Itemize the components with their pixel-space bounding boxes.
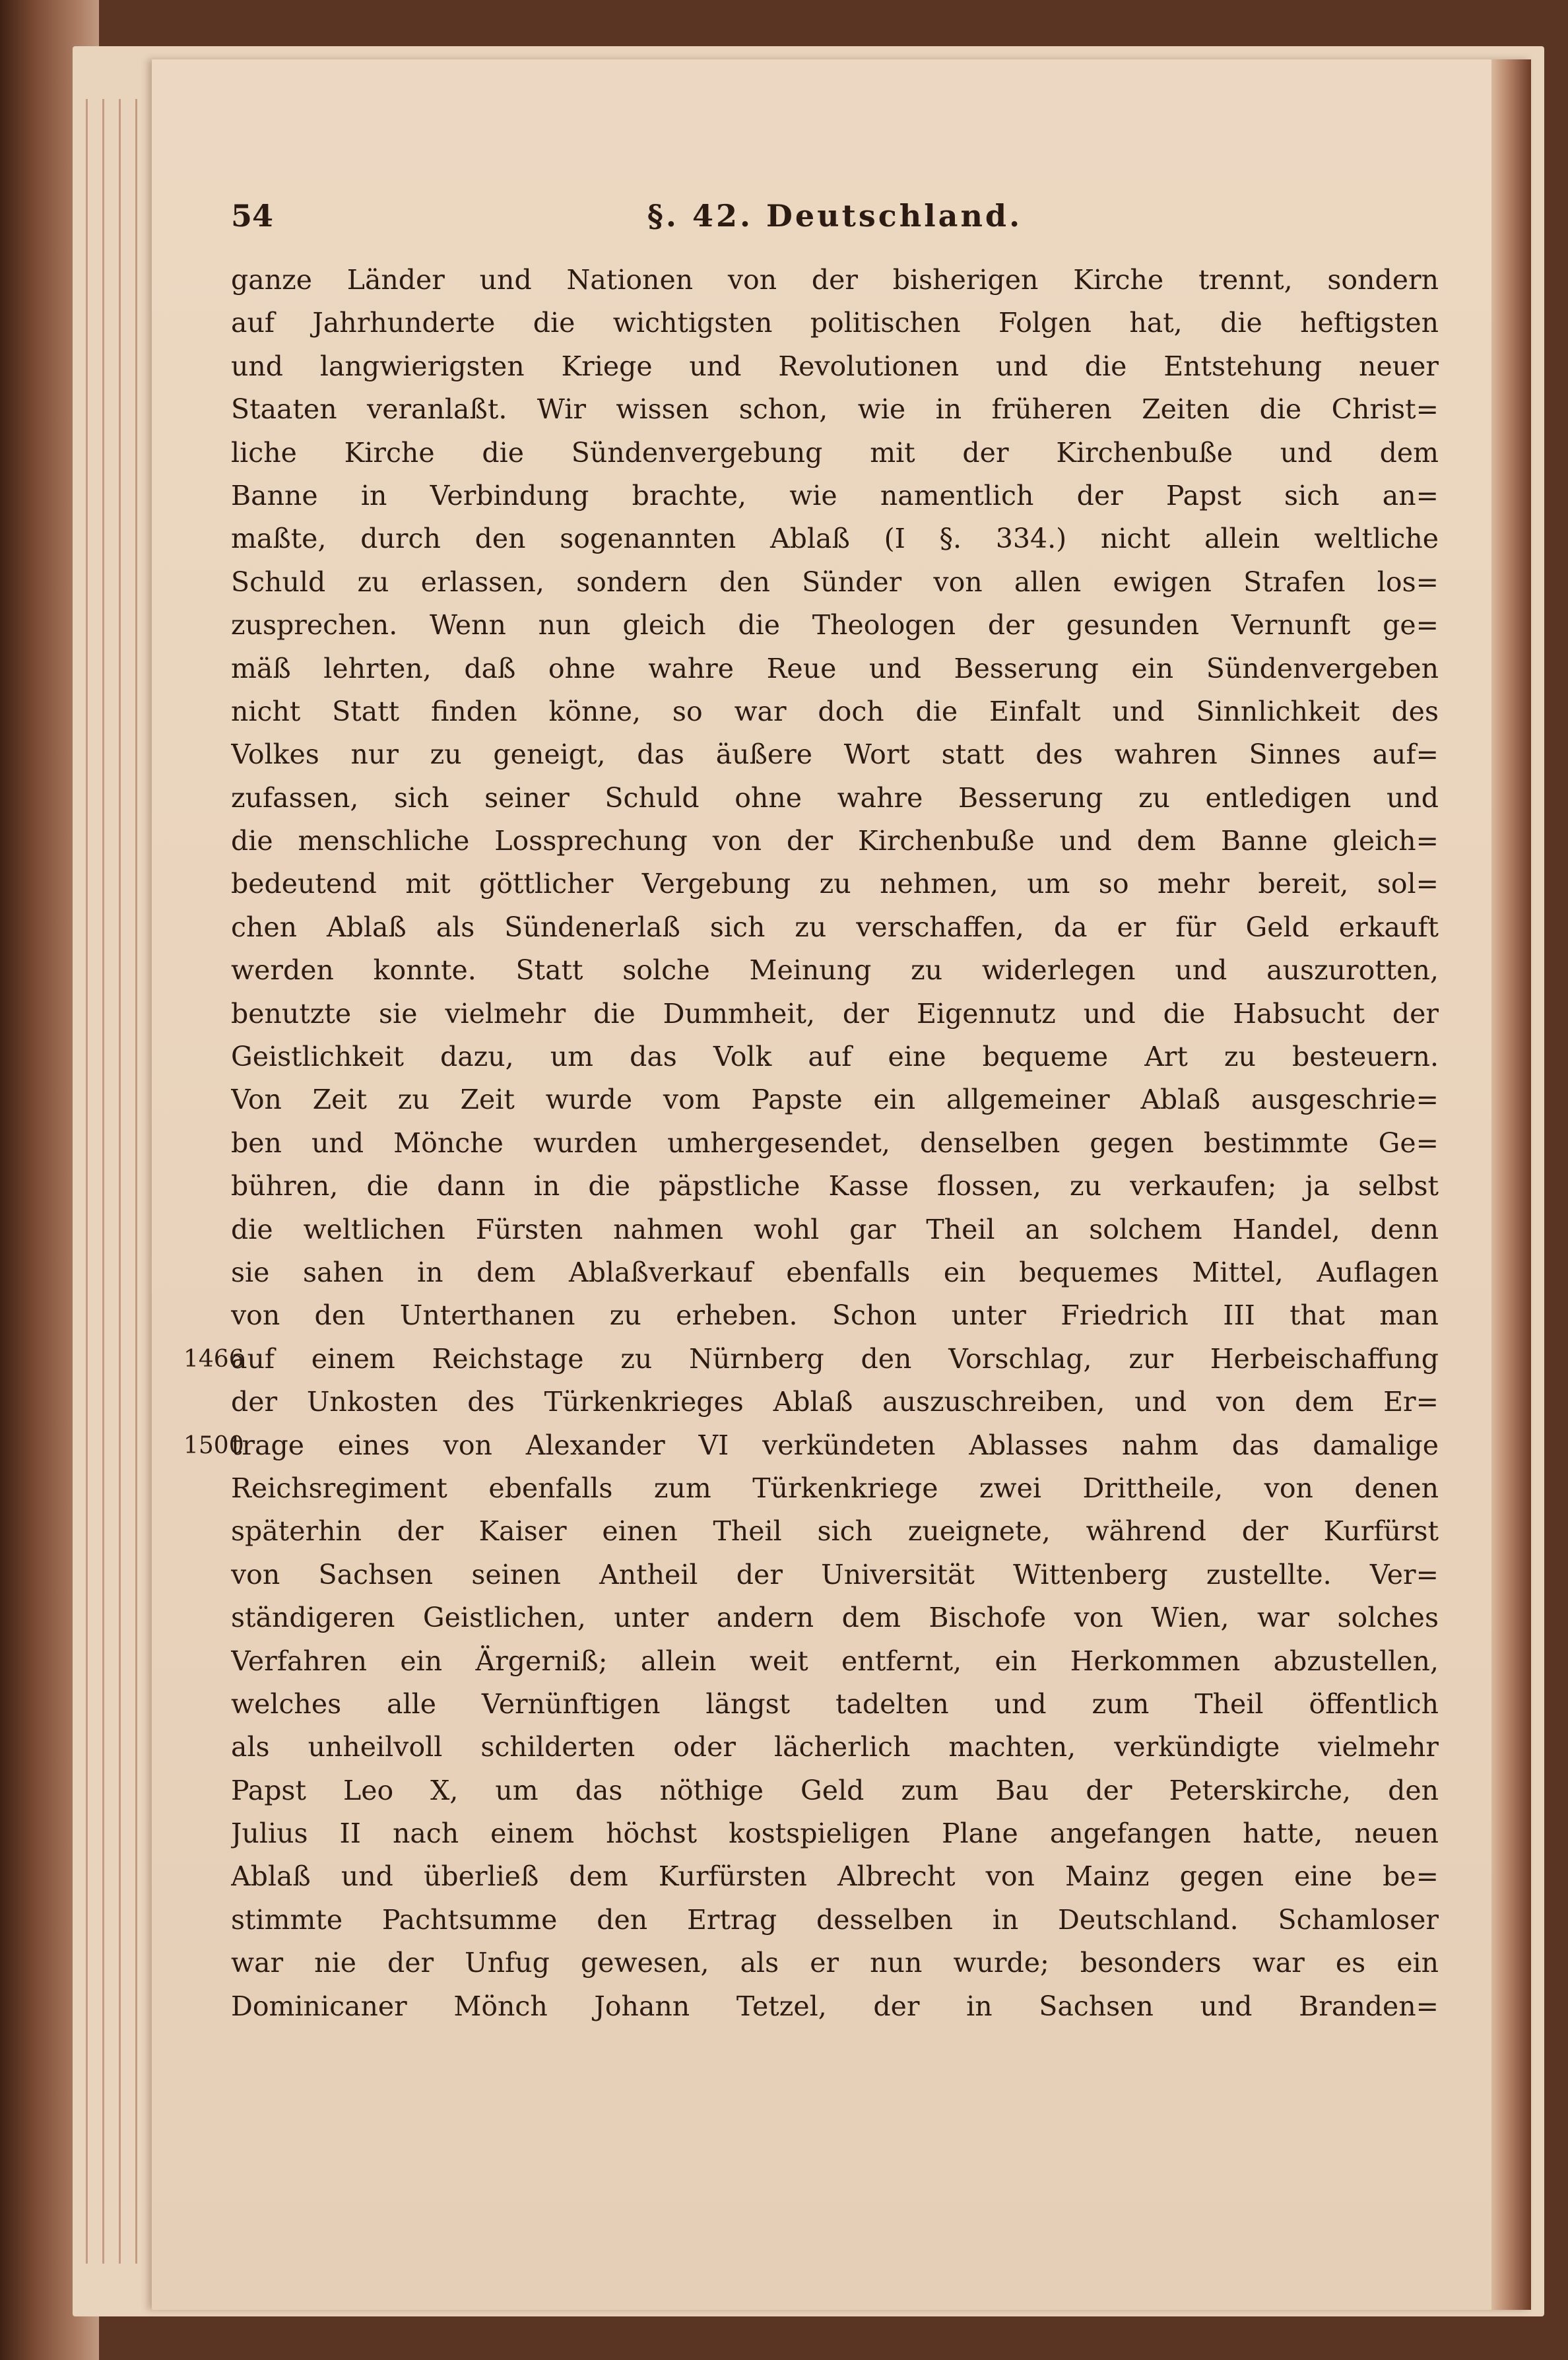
text-line: nicht Statt finden könne, so war doch die Einfalt und Sinnlichkeit des <box>231 695 1439 727</box>
text-line: von Sachsen seinen Antheil der Universität Wittenberg zustellte. Ver= <box>231 1558 1439 1590</box>
text-line: Julius II nach einem höchst kostspieligen Plane angefangen hatte, neuen <box>231 1818 1439 1850</box>
body-text <box>183 259 1439 2028</box>
page-header <box>231 193 1439 239</box>
text-line: von den Unterthanen zu erheben. Schon unter Friedrich III that man <box>231 1299 1439 1332</box>
page-edge-line <box>102 99 104 2264</box>
text-line: späterhin der Kaiser einen Theil sich zueignete, während der Kurfürst <box>231 1515 1439 1548</box>
margin-year-note: 1466 <box>183 1346 244 1373</box>
text-line: stimmte Pachtsumme den Ertrag desselben in Deutschland. Schamloser <box>231 1903 1439 1936</box>
text-line: Von Zeit zu Zeit wurde vom Papste ein allgemeiner Ablaß ausgeschrie= <box>231 1084 1439 1116</box>
text-line: die weltlichen Fürsten nahmen wohl gar Theil an solchem Handel, denn <box>231 1213 1439 1245</box>
text-line: zusprechen. Wenn nun gleich die Theologen der gesunden Vernunft ge= <box>231 609 1439 641</box>
text-line: mäß lehrten, daß ohne wahre Reue und Besserung ein Sündenvergeben <box>231 652 1439 684</box>
text-line: Volkes nur zu geneigt, das äußere Wort statt des wahren Sinnes auf= <box>231 738 1439 771</box>
text-line: die menschliche Lossprechung von der Kirchenbuße und dem Banne gleich= <box>231 825 1439 857</box>
text-line: und langwierigsten Kriege und Revolutionen und die Entstehung neuer <box>231 350 1439 382</box>
text-line: maßte, durch den sogenannten Ablaß (I §. 334.) nicht allein weltliche <box>231 523 1439 555</box>
text-line: ben und Mönche wurden umhergesendet, denselben gegen bestimmte Ge= <box>231 1127 1439 1159</box>
text-line: bühren, die dann in die päpstliche Kasse flossen, zu verkaufen; ja selbst <box>231 1170 1439 1202</box>
text-line: Schuld zu erlassen, sondern den Sünder von allen ewigen Strafen los= <box>231 566 1439 598</box>
text-line: ständigeren Geistlichen, unter andern dem Bischofe von Wien, war solches <box>231 1602 1439 1634</box>
text-line: trage eines von Alexander VI verkündeten Ablasses nahm das damalige <box>231 1429 1439 1461</box>
text-line: Papst Leo X, um das nöthige Geld zum Bau der Peterskirche, den <box>231 1774 1439 1806</box>
text-line: ganze Länder und Nationen von der bisherigen Kirche trennt, sondern <box>231 264 1439 296</box>
text-line: Geistlichkeit dazu, um das Volk auf eine bequeme Art zu besteuern. <box>231 1041 1439 1073</box>
text-line: Staaten veranlaßt. Wir wissen schon, wie in früheren Zeiten die Christ= <box>231 393 1439 426</box>
page-number: 54 <box>231 198 274 234</box>
text-line: chen Ablaß als Sündenerlaß sich zu verschaffen, da er für Geld erkauft <box>231 911 1439 943</box>
text-line: auf einem Reichstage zu Nürnberg den Vorschlag, zur Herbeischaffung <box>231 1342 1439 1375</box>
text-line: sie sahen in dem Ablaßverkauf ebenfalls ein bequemes Mittel, Auflagen <box>231 1256 1439 1288</box>
running-title: §. 42. Deutschland. <box>647 198 1023 234</box>
text-line: liche Kirche die Sündenvergebung mit der Kirchenbuße und dem <box>231 436 1439 469</box>
text-line: Banne in Verbindung brachte, wie namentlich der Papst sich an= <box>231 479 1439 511</box>
text-line: Dominicaner Mönch Johann Tetzel, der in Sachsen und Branden= <box>231 1990 1439 2022</box>
text-line: der Unkosten des Türkenkrieges Ablaß auszuschreiben, und von dem Er= <box>231 1386 1439 1418</box>
page-edge-line <box>86 99 88 2264</box>
margin-year-note: 1500 <box>183 1432 244 1459</box>
text-line: war nie der Unfug gewesen, als er nun wurde; besonders war es ein <box>231 1947 1439 1979</box>
text-line: werden konnte. Statt solche Meinung zu widerlegen und auszurotten, <box>231 954 1439 987</box>
text-line: Reichsregiment ebenfalls zum Türkenkriege zwei Drittheile, von denen <box>231 1472 1439 1504</box>
text-line: auf Jahrhunderte die wichtigsten politischen Folgen hat, die heftigsten <box>231 307 1439 339</box>
text-line: zufassen, sich seiner Schuld ohne wahre Besserung zu entledigen und <box>231 781 1439 814</box>
text-line: Ablaß und überließ dem Kurfürsten Albrecht von Mainz gegen eine be= <box>231 1860 1439 1893</box>
text-line: benutzte sie vielmehr die Dummheit, der Eigennutz und die Habsucht der <box>231 997 1439 1030</box>
text-line: bedeutend mit göttlicher Vergebung zu nehmen, um so mehr bereit, sol= <box>231 868 1439 900</box>
text-line: welches alle Vernünftigen längst tadelten und zum Theil öffentlich <box>231 1688 1439 1720</box>
page-edge-line <box>119 99 121 2264</box>
text-line: Verfahren ein Ärgerniß; allein weit entfernt, ein Herkommen abzustellen, <box>231 1645 1439 1677</box>
page-right-edge <box>1491 59 1531 2310</box>
text-line: als unheilvoll schilderten oder lächerlich machten, verkündigte vielmehr <box>231 1731 1439 1763</box>
page-edge-line <box>135 99 137 2264</box>
